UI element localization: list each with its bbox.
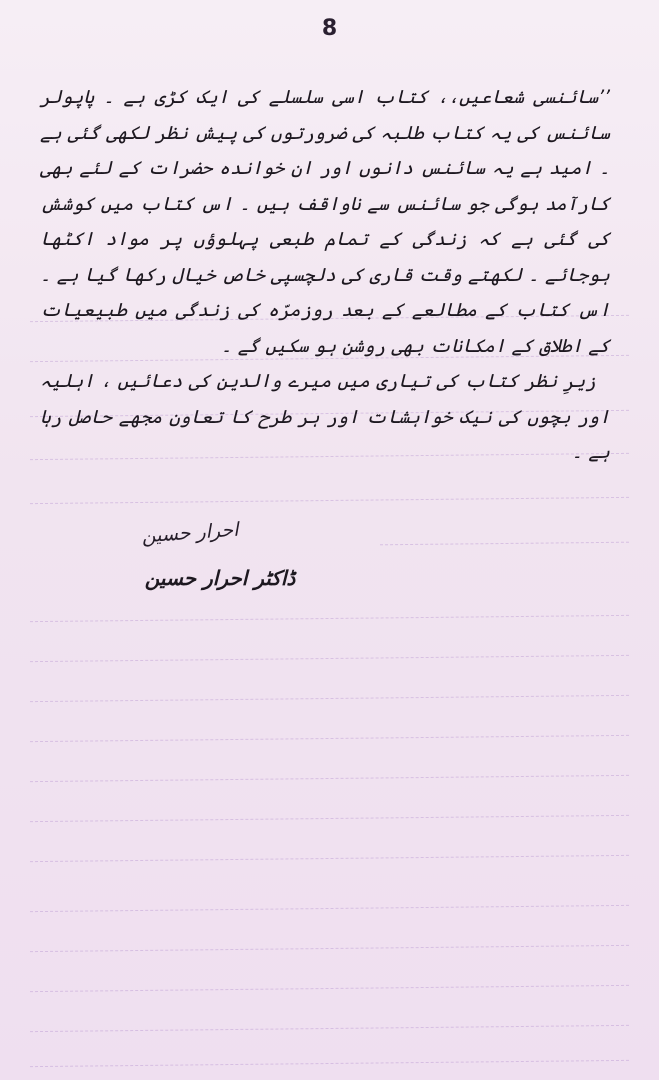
signature: احرار حسین: [140, 518, 240, 548]
bleed-through-line: [30, 837, 629, 862]
bleed-through-line: [30, 637, 629, 662]
page-number: 8: [321, 16, 338, 41]
bleed-through-line: [30, 677, 629, 702]
paragraph: ’’سائنسی شعاعیں،، کتاب اسی سلسلے کی ایک کڑی ہے ۔ پاپولر سائنس کی یہ کتاب طلبہ کی ضرورتوں کی پیش نظر لکھی گئی ہے ۔ امید ہے یہ سائنس دانوں اور ان خواندہ حضرات کے لئے بھی کارآمد ہوگی جو سائنس سے ناواقف ہیں ۔ اس کتاب میں کوشش کی گئی ہے کہ زندگی کے تمام طبعی پہلوؤں پر مواد اکٹھا ہوجائے ۔ لکھتے وقت قاری کی دلچسپی خاص خیال رکھا گیا ہے ۔ اس کتاب کے مطالعے کے بعد روزمرّہ کی زندگی میں طبیعیات کے اطلاق کے امکانات بھی روشن ہو سکیں گے ۔: [40, 87, 610, 357]
bleed-through-line: [30, 1007, 629, 1032]
bleed-through-line: [30, 757, 629, 782]
body-text: [40, 80, 610, 471]
bleed-through-line: [30, 797, 629, 822]
bleed-through-line: [30, 717, 629, 742]
bleed-through-line: [30, 967, 629, 992]
bleed-through-line: [30, 1042, 629, 1067]
bleed-through-line: [30, 479, 629, 504]
bleed-through-line: [30, 597, 629, 622]
paragraph: زیرِ نظر کتاب کی تیاری میں میرے والدین کی دعائیں ، اہلیہ اور بچوں کی نیک خواہشات اور ہر طرح کا تعاون مجھے حاصل رہا ہے ۔: [40, 371, 610, 463]
bleed-through-line: [30, 887, 629, 912]
author-name: ڈاکٹر احرار حسین: [144, 566, 296, 590]
bleed-through-line: [30, 927, 629, 952]
bleed-through-line: [380, 524, 629, 546]
